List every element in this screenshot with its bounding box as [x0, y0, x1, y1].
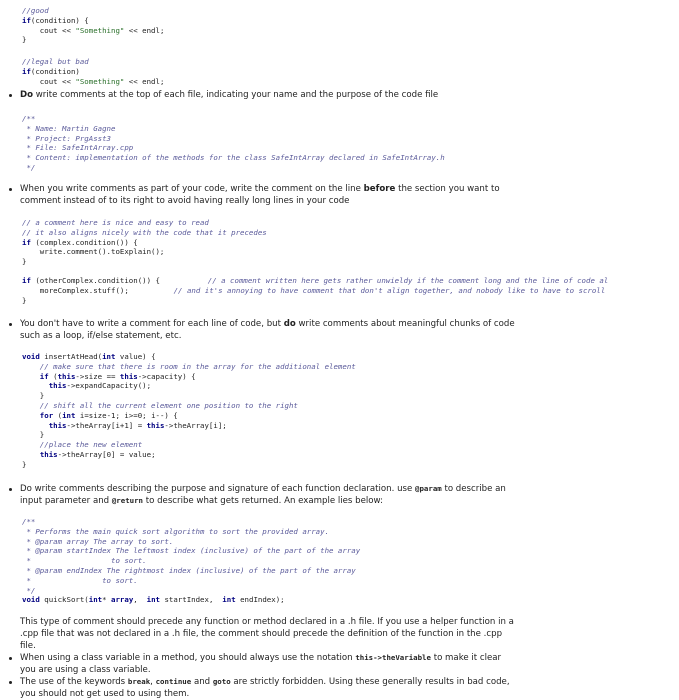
bullet-text: Do write comments describing the purpose and signature of each function declaration. use: [20, 484, 416, 494]
bullet-this-line2: you are using a class variable.: [20, 665, 151, 675]
code-string: "Something": [75, 25, 125, 35]
bullet-text: ,: [150, 677, 156, 687]
code-keyword: if: [22, 66, 31, 76]
code-text: *: [102, 595, 112, 605]
bullet-forbidden-line2: you should not get used to using them.: [20, 689, 190, 699]
code-keyword: if: [22, 371, 49, 381]
code-text: << endl;: [124, 76, 165, 86]
bullet-text: When using a class variable in a method, you should always use the notation: [20, 653, 356, 663]
code-keyword: this: [146, 420, 165, 430]
code-keyword: this: [48, 420, 67, 430]
bullet-dot: [9, 94, 12, 97]
code-comment: * to sort.: [22, 556, 147, 566]
bullet-dot: [9, 681, 12, 684]
code-comment-long: // a comment written here gets rather unwieldy if the comment long and the line of code al: [190, 276, 609, 285]
code-string: "Something": [75, 76, 125, 86]
bullet-text: You don't have to write a comment for each line of code, but: [20, 319, 284, 329]
bullet-this-notation: [20, 652, 501, 664]
bullet-comment-before: [20, 183, 500, 195]
bullet-dot: [9, 488, 12, 491]
code-snippet-good: [22, 6, 164, 45]
code-header-comment: [22, 114, 445, 173]
code-keyword: int: [88, 595, 103, 605]
code-keyword: this: [48, 381, 67, 391]
code-text: [22, 450, 40, 459]
code-comment: // make sure that there is room in the array for the additional element: [22, 361, 356, 371]
code-line: * Name: Martin Gagne: [22, 123, 116, 133]
code-text: (: [53, 410, 63, 420]
inline-code: this->theVariable: [355, 653, 431, 662]
code-keyword: void: [22, 595, 40, 605]
code-text: (complex.condition()) {: [30, 237, 138, 247]
paragraph-line: This type of comment should precede any function or method declared in a .h file. If you use a helper function in a: [20, 617, 514, 627]
code-keyword: if: [22, 276, 31, 285]
bullet-text: write comments at the top of each file, indicating your name and the purpose of the code file: [33, 90, 439, 100]
code-comment: //legal but bad: [22, 57, 89, 66]
code-text: [22, 381, 49, 390]
code-comment: /**: [22, 517, 36, 526]
code-keyword: int: [146, 595, 160, 605]
code-text: ->theArray[0] = value;: [57, 449, 156, 459]
code-text: insertAtHead(: [39, 352, 103, 361]
code-comment: //place the new element: [22, 440, 143, 450]
code-text: [22, 421, 49, 430]
code-line: */: [22, 162, 36, 172]
code-insert-at-head: [22, 352, 356, 470]
code-text: << endl;: [124, 25, 165, 35]
code-keyword: this: [57, 371, 76, 381]
code-text: i=size-1; i>=0; i--) {: [75, 410, 178, 420]
code-text: startIndex,: [160, 595, 223, 605]
code-before-example: [22, 218, 267, 267]
code-comment: * Performs the main quick sort algorithm to sort the provided array.: [22, 526, 330, 536]
code-text: }: [22, 35, 27, 45]
inline-code: @param: [415, 484, 442, 493]
bullet-forbidden-keywords: [20, 676, 510, 688]
code-text: ->capacity) {: [137, 371, 196, 381]
code-keyword: array: [111, 595, 134, 605]
code-text: ->theArray[i];: [164, 420, 227, 430]
code-keyword: this: [39, 449, 58, 459]
bullet-dot: [9, 188, 12, 191]
code-text: ->expandCapacity();: [66, 381, 152, 391]
bullet-chunks-line2: such as a loop, if/else statement, etc.: [20, 331, 182, 341]
bullet-text: The use of the keywords: [20, 677, 128, 687]
code-text: value) {: [115, 352, 156, 361]
bullet-chunks: [20, 318, 515, 330]
code-keyword: int: [222, 595, 236, 605]
code-text: }: [22, 257, 27, 267]
code-comment: * @param startIndex The leftmost index (inclusive) of the part of the array: [22, 546, 361, 556]
bullet-text: to describe what gets returned. An example lies below:: [143, 496, 383, 506]
code-text: ->theArray[i+1] =: [66, 420, 147, 430]
code-text: (condition) {: [30, 15, 89, 25]
bullet-params: [20, 483, 506, 495]
bullet-text: write comments about meaningful chunks of code: [295, 319, 515, 329]
code-text: }: [22, 391, 45, 401]
inline-code: goto: [212, 677, 231, 686]
bold-text: Do: [20, 90, 34, 100]
code-snippet-bad: [22, 57, 164, 86]
code-text: write.comment().toExplain();: [22, 247, 165, 257]
bullet-text: to make it clear: [430, 653, 502, 663]
code-keyword: this: [119, 371, 138, 381]
code-text: ,: [133, 595, 147, 605]
code-text: }: [22, 430, 45, 440]
code-comment: * @param array The array to sort.: [22, 536, 174, 546]
code-comment: // shift all the current element one position to the right: [22, 400, 298, 410]
code-text: cout <<: [22, 76, 76, 86]
bullet-text: When you write comments as part of your code, write the comment on the line: [20, 184, 364, 194]
inline-code: continue: [155, 677, 192, 686]
bullet-comment-before-line2: comment instead of to its right to avoid having really long lines in your code: [20, 196, 350, 206]
code-keyword: for: [22, 410, 54, 420]
code-text: (: [48, 371, 58, 381]
inline-code: @return: [111, 496, 143, 505]
bullet-text: and: [191, 677, 213, 687]
code-text: }: [22, 459, 27, 469]
code-keyword: int: [102, 352, 116, 361]
code-text: ->size ==: [75, 371, 120, 381]
bullet-text: to describe an: [441, 484, 506, 494]
paragraph-line: file.: [20, 641, 36, 651]
inline-code: break: [127, 677, 151, 686]
code-text: (otherComplex.condition()) {: [30, 276, 160, 285]
bullet-dot: [9, 323, 12, 326]
bold-text: do: [283, 319, 296, 329]
code-comment: * to sort.: [22, 575, 138, 585]
code-keyword: if: [22, 15, 31, 25]
code-line: * File: SafeIntArray.cpp: [22, 143, 134, 153]
code-inline-comment-example: [22, 276, 160, 286]
code-line: * Project: PrgAsst3: [22, 133, 111, 143]
code-line: * Content: implementation of the methods for the class SafeIntArray declared in SafeIntArray.h: [22, 153, 445, 163]
bullet-text: the section you want to: [395, 184, 500, 194]
code-text: endIndex);: [235, 595, 285, 605]
bullet-text: are strictly forbidden. Using these generally results in bad code,: [230, 677, 510, 687]
bullet-text: input parameter and: [20, 496, 112, 506]
code-text: cout <<: [22, 25, 76, 35]
bullet-header-comments: [20, 89, 438, 101]
code-comment: * @param endIndex The rightmost index (inclusive) of the part of the array: [22, 565, 356, 575]
code-more-complex: moreComplex.stuff();: [22, 286, 129, 295]
code-line: /**: [22, 114, 36, 123]
code-comment: // it also aligns nicely with the code that it precedes: [22, 227, 267, 237]
code-keyword: if: [22, 237, 31, 247]
code-text: quickSort(: [39, 595, 89, 605]
code-text: (condition): [30, 66, 80, 76]
code-quicksort-doc: [22, 517, 360, 605]
code-close-brace: }: [22, 296, 27, 305]
code-comment-long: // and it's annoying to have comment that don't align together, and nobody like to have to scroll: [138, 286, 606, 295]
paragraph-line: .cpp file that was not declared in a .h file, the comment should precede the definition of the function in the .cpp: [20, 629, 503, 639]
code-comment: // a comment here is nice and easy to read: [22, 218, 209, 227]
bold-text: before: [363, 184, 396, 194]
code-comment: */: [22, 585, 36, 595]
code-keyword: int: [62, 410, 76, 420]
bullet-params-line2: [20, 495, 383, 507]
bullet-dot: [9, 657, 12, 660]
code-comment: //good: [22, 6, 49, 15]
code-keyword: void: [22, 352, 40, 361]
